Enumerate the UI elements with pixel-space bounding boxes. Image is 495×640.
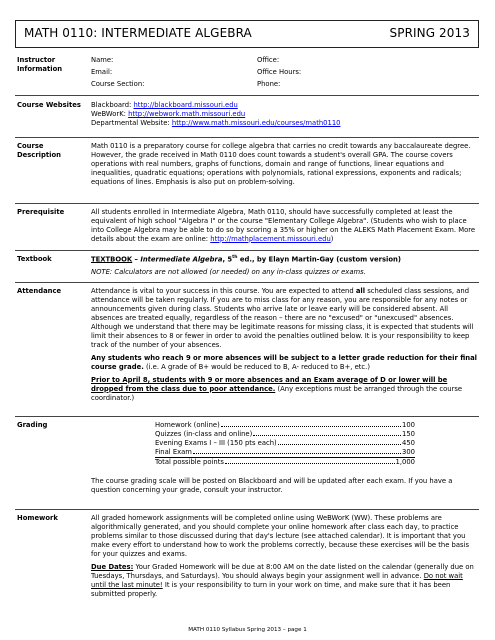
grade-item-name: Homework (online) [155,421,220,429]
attendance-drop-rest: (Any exceptions must be arranged through the course coordinator.) [91,384,463,402]
textbook-edition-sup: th [232,255,238,260]
phone-field-label: Phone: [257,79,281,88]
homework-paragraph-1: All graded homework assignments will be completed online using WeBWorK (WW). These problems are algorithmically generated, and you should complete your online homework after class each day, to practice problems similar to those discussed during that day's lecture (see attached calendar). It is important that you make every effort to understand how to work the problems correctly, because these exercises will be the basis for your quizzes and exams. [91,514,470,558]
attendance-section [15,287,479,407]
grade-item-points: 450 [402,438,415,447]
divider [15,203,479,204]
grade-item-points: 150 [402,429,415,438]
grade-breakdown [155,421,415,467]
textbook-title: Intermediate Algebra [140,255,223,264]
textbook-prefix: TEXTBOOK [91,255,133,264]
attendance-all: all [355,287,366,295]
course-title: MATH 0110: INTERMEDIATE ALGEBRA [24,26,252,41]
due-dates-text-a: Your Graded Homework will be due at 8:00 AM on the date listed on the calendar (generally due on Tuesdays, Thursdays, and Saturdays). You should always begin your assignment well in advance. [91,562,474,580]
webwork-prefix: WeBWorK: [91,109,126,118]
calculator-note: NOTE: Calculators are not allowed (or needed) on any in-class quizzes or exams. [91,268,366,277]
grade-item [155,430,415,439]
grade-total-name: Total possible points [155,457,224,466]
divider [15,137,479,138]
grade-item-name: Evening Exams I – III (150 pts each) [155,438,277,447]
grade-item-name: Final Exam [155,447,192,456]
department-prefix: Departmental Website: [91,118,170,127]
page-footer: MATH 0110 Syllabus Spring 2013 – page 1 [188,627,307,633]
prerequisite-text: All students enrolled in Intermediate Algebra, Math 0110, should have successfully completed at least the equivalent of high school "Algebra I" or the course "Elementary College Algebra". (Students who wish to place into College Algebra may be able to do so by scoring a 35% or higher on the ALEKS Math Placement Exam. More details about the exam are online: [91,208,476,243]
textbook-line [91,255,479,264]
divider [15,509,479,510]
webwork-line [91,110,479,119]
attendance-penalty-bold: Any students who reach 9 or more absences will be subject to a letter grade reduction for their final course grade. [91,353,477,371]
section-label-websites: Course Websites [17,101,81,109]
due-dates-warning: Do not wait until the last minute! [91,571,463,589]
textbook-dash: – [132,255,141,264]
grade-item-points: 100 [402,421,415,429]
grading-scale-text: The course grading scale will be posted on Blackboard and will be updated after each exam. If you have a question concerning your grade, consult your instructor. [91,476,453,494]
department-line [91,119,479,128]
attendance-text-b: scheduled class sessions, and attendance will be taken regularly. If you are to miss class for any reason, you are responsible for any notes or announcements given during class. Students who arrive late or leave early will be considered absent. All absences are treated equally, regardless of the reason – there are no "excused" or "unexcused" absences. Although we understand that there may be legitimate reasons for missing class, it is expected that students will limit their absences to 8 or fewer in order to avoid the penalties outlined below. It is your responsibility to keep track of the number of your absences. [91,287,474,349]
grade-item-points: 300 [402,447,415,456]
grade-total [155,458,415,467]
divider [15,250,479,251]
section-label-textbook: Textbook [17,255,52,263]
homework-paragraph-2 [91,563,479,599]
section-label-homework: Homework [17,514,58,522]
attendance-paragraph-3 [91,376,479,403]
section-label-grading: Grading [17,421,48,429]
course-section-field-label: Course Section: [91,79,145,88]
grade-item [155,439,415,448]
placement-link[interactable]: http://mathplacement.missouri.edu [210,234,331,243]
grade-item [155,421,415,430]
grade-item-name: Quizzes (in-class and online) [155,429,253,438]
prerequisite-end: ) [330,234,334,243]
office-field-label: Office: [257,56,280,64]
textbook-section [15,255,479,281]
attendance-paragraph-2 [91,354,479,372]
name-field-label: Name: [91,56,114,64]
section-label-prerequisite: Prerequisite [17,208,65,216]
divider [15,282,479,283]
email-field-label: Email: [91,67,113,76]
description-section [15,142,479,191]
textbook-edition-rest: ed., by Elayn Martin-Gay (custom version) [237,255,401,264]
websites-section [15,101,479,128]
attendance-paragraph-1 [91,287,479,350]
instructor-section [15,56,479,89]
attendance-penalty-rest: (i.e. A grade of B+ would be reduced to B, A- reduced to B+, etc.) [143,362,370,371]
instructor-info-grid [91,56,479,89]
homework-section [15,514,479,603]
office-hours-field-label: Office Hours: [257,67,302,76]
section-label-instructor: Instructor Information [17,56,63,73]
attendance-text-a: Attendance is vital to your success in this course. You are expected to attend [91,287,356,295]
prerequisite-paragraph [91,208,479,244]
attendance-drop-bold: Prior to April 8, students with 9 or more absences and an Exam average of D or lower will be dropped from the class due to poor attendance. [91,375,448,393]
course-header [15,20,479,48]
grade-item [155,448,415,458]
due-dates-text-b: It is your responsibility to turn in your work on time, and make sure that it has been submitted properly. [91,580,451,598]
blackboard-prefix: Blackboard: [91,101,132,109]
term-label: SPRING 2013 [389,26,470,41]
textbook-edition-num: , 5 [222,255,233,264]
grade-total-points: 1,000 [395,457,415,466]
divider [15,95,479,96]
grading-section [15,421,479,499]
section-label-attendance: Attendance [17,287,62,295]
blackboard-line [91,101,479,110]
prerequisite-section [15,208,479,248]
blackboard-link[interactable]: http://blackboard.missouri.edu [133,101,238,109]
description-text: Math 0110 is a preparatory course for college algebra that carries no credit towards any baccalaureate degree. However, the grade received in Math 0110 does count towards a student's overall GPA. The course covers operations with real numbers, graphs of functions, domain and range of functions, linear equations and inequalities, quadratic equations; operations with polynomials, rational expressions, exponents and radicals; equations of lines. Emphasis is also put on problem-solving. [91,142,471,186]
webwork-link[interactable]: http://webwork.math.missouri.edu [128,109,246,118]
divider [15,416,479,417]
section-label-description: Course Description [17,142,61,159]
department-link[interactable]: http://www.math.missouri.edu/courses/math0110 [171,118,341,127]
due-dates-label: Due Dates: [91,562,134,571]
